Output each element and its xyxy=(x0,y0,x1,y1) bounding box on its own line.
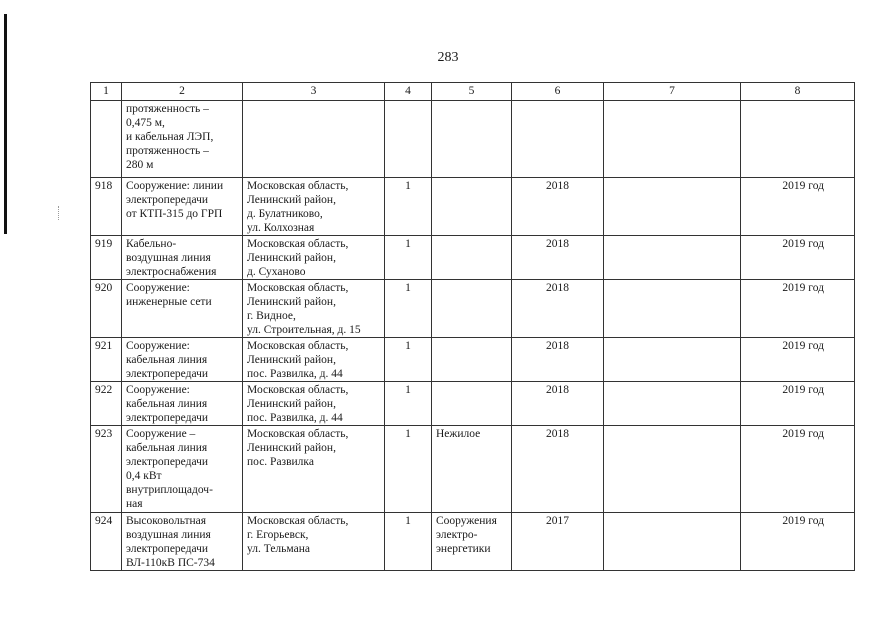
year-cell: 2018 xyxy=(512,426,604,513)
table-row xyxy=(91,426,855,513)
object-name-cell-line: от КТП-315 до ГРП xyxy=(126,208,223,220)
address-cell-line: Ленинский район, xyxy=(247,252,336,264)
purpose-cell xyxy=(432,178,512,236)
completion-cell: 2019 год xyxy=(741,338,855,382)
scan-noise-mark xyxy=(58,206,61,220)
column-header: 5 xyxy=(432,83,512,101)
address-cell-line: ул. Строительная, д. 15 xyxy=(247,324,361,336)
object-name-cell-line: инженерные сети xyxy=(126,296,212,308)
object-name-cell-line: протяженность – xyxy=(126,145,209,157)
address-cell-line: Ленинский район, xyxy=(247,194,336,206)
object-name-cell-line: электропередачи xyxy=(126,412,209,424)
row-number-cell: 918 xyxy=(91,178,122,236)
object-name-cell xyxy=(122,236,243,280)
column-header: 4 xyxy=(385,83,432,101)
address-cell-line: Московская область, xyxy=(247,384,349,396)
object-name-cell-line: ная xyxy=(126,498,143,510)
completion-cell xyxy=(741,101,855,178)
column-7-cell xyxy=(604,178,741,236)
object-name-cell-line: протяженность – xyxy=(126,103,209,115)
object-name-cell-line: электроснабжения xyxy=(126,266,217,278)
address-cell-line: пос. Развилка, д. 44 xyxy=(247,368,343,380)
table-header-row xyxy=(91,83,855,101)
address-cell-line: Московская область, xyxy=(247,340,349,352)
object-name-cell-line: воздушная линия xyxy=(126,529,211,541)
object-name-cell-line: кабельная линия xyxy=(126,442,208,454)
purpose-cell-line: Сооружения xyxy=(436,515,497,527)
column-7-cell xyxy=(604,101,741,178)
address-cell xyxy=(243,280,385,338)
address-cell xyxy=(243,513,385,571)
quantity-cell: 1 xyxy=(385,338,432,382)
purpose-cell xyxy=(432,101,512,178)
object-name-cell-line: внутриплощадоч- xyxy=(126,484,213,496)
address-cell-line: г. Видное, xyxy=(247,310,296,322)
purpose-cell-line: электро- xyxy=(436,529,478,541)
object-name-cell-line: 0,475 м, xyxy=(126,117,165,129)
address-cell-line: Московская область, xyxy=(247,282,349,294)
object-name-cell-line: Высоковольтная xyxy=(126,515,207,527)
row-number-cell: 924 xyxy=(91,513,122,571)
table-row xyxy=(91,101,855,178)
purpose-cell-line: Нежилое xyxy=(436,428,481,440)
address-cell xyxy=(243,338,385,382)
object-name-cell-line: ВЛ-110кВ ПС-734 xyxy=(126,557,215,569)
column-header: 6 xyxy=(512,83,604,101)
column-header: 7 xyxy=(604,83,741,101)
page-number: 283 xyxy=(437,50,459,65)
object-name-cell-line: Сооружение – xyxy=(126,428,196,440)
object-name-cell-line: Сооружение: xyxy=(126,340,190,352)
address-cell-line: пос. Развилка xyxy=(247,456,314,468)
column-7-cell xyxy=(604,338,741,382)
object-name-cell xyxy=(122,101,243,178)
object-name-cell-line: Сооружение: линии xyxy=(126,180,224,192)
address-cell-line: Ленинский район, xyxy=(247,296,336,308)
purpose-cell xyxy=(432,382,512,426)
purpose-cell xyxy=(432,280,512,338)
table-row xyxy=(91,280,855,338)
purpose-cell xyxy=(432,513,512,571)
registry-table xyxy=(90,82,855,571)
column-header: 3 xyxy=(243,83,385,101)
year-cell: 2018 xyxy=(512,382,604,426)
address-cell-line: Московская область, xyxy=(247,180,349,192)
object-name-cell xyxy=(122,382,243,426)
table-row xyxy=(91,338,855,382)
year-cell xyxy=(512,101,604,178)
object-name-cell-line: кабельная линия xyxy=(126,354,208,366)
year-cell: 2018 xyxy=(512,178,604,236)
purpose-cell xyxy=(432,338,512,382)
address-cell-line: Московская область, xyxy=(247,515,349,527)
row-number-cell: 922 xyxy=(91,382,122,426)
quantity-cell: 1 xyxy=(385,513,432,571)
object-name-cell-line: Сооружение: xyxy=(126,384,190,396)
object-name-cell-line: 280 м xyxy=(126,159,154,171)
year-cell: 2018 xyxy=(512,280,604,338)
object-name-cell-line: Сооружение: xyxy=(126,282,190,294)
purpose-cell xyxy=(432,236,512,280)
object-name-cell xyxy=(122,338,243,382)
object-name-cell-line: электропередачи xyxy=(126,368,209,380)
address-cell-line: Ленинский район, xyxy=(247,442,336,454)
table-row xyxy=(91,236,855,280)
column-7-cell xyxy=(604,426,741,513)
address-cell-line: Ленинский район, xyxy=(247,398,336,410)
table-row xyxy=(91,382,855,426)
address-cell-line: г. Егорьевск, xyxy=(247,529,309,541)
column-header: 8 xyxy=(741,83,855,101)
object-name-cell-line: воздушная линия xyxy=(126,252,211,264)
address-cell xyxy=(243,426,385,513)
year-cell: 2018 xyxy=(512,338,604,382)
address-cell xyxy=(243,178,385,236)
address-cell xyxy=(243,236,385,280)
quantity-cell: 1 xyxy=(385,382,432,426)
purpose-cell-line: энергетики xyxy=(436,543,491,555)
table-body xyxy=(91,101,855,571)
object-name-cell-line: кабельная линия xyxy=(126,398,208,410)
object-name-cell-line: 0,4 кВт xyxy=(126,470,162,482)
column-7-cell xyxy=(604,513,741,571)
row-number-cell: 923 xyxy=(91,426,122,513)
column-7-cell xyxy=(604,382,741,426)
address-cell-line: д. Суханово xyxy=(247,266,306,278)
column-header: 1 xyxy=(91,83,122,101)
completion-cell: 2019 год xyxy=(741,513,855,571)
completion-cell: 2019 год xyxy=(741,236,855,280)
completion-cell: 2019 год xyxy=(741,426,855,513)
address-cell xyxy=(243,382,385,426)
row-number-cell: 921 xyxy=(91,338,122,382)
address-cell-line: пос. Развилка, д. 44 xyxy=(247,412,343,424)
address-cell-line: д. Булатниково, xyxy=(247,208,323,220)
address-cell xyxy=(243,101,385,178)
quantity-cell: 1 xyxy=(385,280,432,338)
column-7-cell xyxy=(604,236,741,280)
completion-cell: 2019 год xyxy=(741,382,855,426)
object-name-cell-line: электропередачи xyxy=(126,543,209,555)
quantity-cell xyxy=(385,101,432,178)
object-name-cell-line: электропередачи xyxy=(126,456,209,468)
address-cell-line: Московская область, xyxy=(247,238,349,250)
address-cell-line: ул. Колхозная xyxy=(247,222,315,234)
scan-edge-mark xyxy=(4,14,7,234)
completion-cell: 2019 год xyxy=(741,280,855,338)
object-name-cell-line: и кабельная ЛЭП, xyxy=(126,131,214,143)
address-cell-line: Московская область, xyxy=(247,428,349,440)
year-cell: 2018 xyxy=(512,236,604,280)
object-name-cell xyxy=(122,426,243,513)
object-name-cell xyxy=(122,178,243,236)
address-cell-line: ул. Тельмана xyxy=(247,543,310,555)
table-row xyxy=(91,513,855,571)
quantity-cell: 1 xyxy=(385,178,432,236)
address-cell-line: Ленинский район, xyxy=(247,354,336,366)
row-number-cell xyxy=(91,101,122,178)
object-name-cell xyxy=(122,280,243,338)
year-cell: 2017 xyxy=(512,513,604,571)
quantity-cell: 1 xyxy=(385,236,432,280)
object-name-cell-line: Кабельно- xyxy=(126,238,177,250)
object-name-cell-line: электропередачи xyxy=(126,194,209,206)
table-row xyxy=(91,178,855,236)
quantity-cell: 1 xyxy=(385,426,432,513)
completion-cell: 2019 год xyxy=(741,178,855,236)
row-number-cell: 920 xyxy=(91,280,122,338)
object-name-cell xyxy=(122,513,243,571)
column-header: 2 xyxy=(122,83,243,101)
purpose-cell xyxy=(432,426,512,513)
column-7-cell xyxy=(604,280,741,338)
row-number-cell: 919 xyxy=(91,236,122,280)
